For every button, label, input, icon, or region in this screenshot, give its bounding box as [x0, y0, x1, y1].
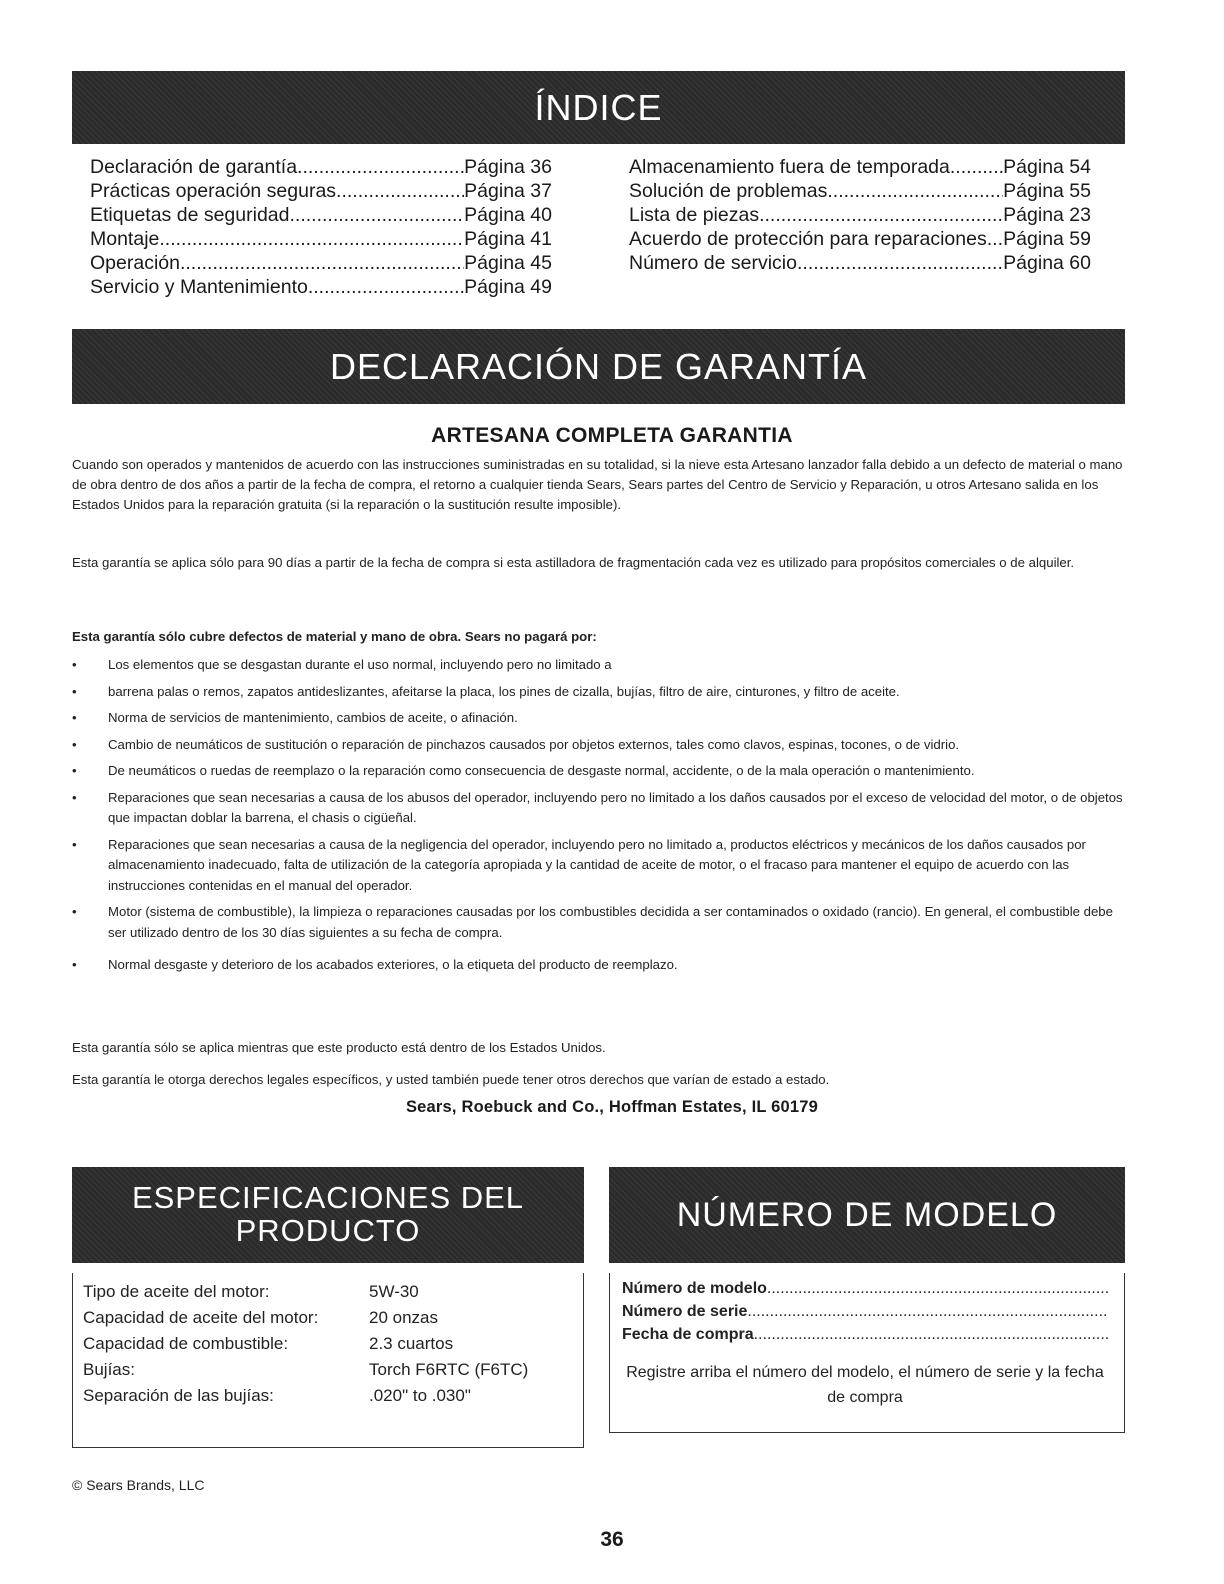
especificaciones-title-line-2: PRODUCTO [235, 1213, 421, 1248]
table-row [83, 1279, 583, 1305]
spec-key: Capacidad de combustible: [83, 1334, 289, 1353]
toc-page: Página 45 [464, 252, 552, 274]
spec-value: 2.3 cuartos [369, 1334, 454, 1353]
toc-page: Página 60 [1003, 252, 1091, 274]
toc-page: Página 36 [464, 156, 552, 178]
field-label: Fecha de compra [622, 1326, 754, 1343]
spec-value: 5W-30 [369, 1282, 419, 1301]
spec-key: Separación de las bujías: [83, 1386, 274, 1405]
toc-page: Página 55 [1003, 180, 1091, 202]
model-note: Registre arriba el número del modelo, el número de serie y la fecha de compra [626, 1364, 1104, 1406]
spec-key: Bujías: [83, 1360, 135, 1379]
toc-entry[interactable] [629, 251, 1091, 275]
warranty-paragraph-1: Cuando son operados y mantenidos de acuerdo con las instrucciones suministradas en su totalidad, si la nieve esta Artesano lanzador falla debido a un defecto de material o mano de obra dentro de dos años a partir de la fecha de compra, el retorno a cualquier tienda Sears, Sears partes del Centro de Servicio y Reparación, u otros Artesano salida en los Estados Unidos para la reparación gratuita (si la reparación o la sustitución resulte imposible). [72, 457, 1123, 512]
list-item: • Reparaciones que sean necesarias a causa de los abusos del operador, incluyendo pero no limitado a los daños causados por el exceso de velocidad del motor, o de objetos que impactan doblar la barrena, el chasis o cigüeñal. [72, 788, 1128, 829]
field-label: Número de serie [622, 1303, 748, 1320]
model-number-field[interactable] [622, 1277, 1108, 1300]
toc-right-column [629, 155, 1091, 275]
list-item: • Los elementos que se desgastan durante el uso normal, incluyendo pero no limitado a [72, 655, 1128, 676]
toc-page: Página 41 [464, 228, 552, 250]
toc-label: Almacenamiento fuera de temporada [629, 156, 950, 178]
spec-key: Capacidad de aceite del motor: [83, 1308, 319, 1327]
spec-value: Torch F6RTC (F6TC) [369, 1360, 529, 1379]
table-row [83, 1357, 583, 1383]
list-item: • Normal desgaste y deterioro de los acabados exteriores, o la etiqueta del producto de reemplazo. [72, 955, 1128, 976]
sears-address: Sears, Roebuck and Co., Hoffman Estates, IL 60179 [405, 1098, 819, 1116]
purchase-date-field[interactable] [622, 1323, 1108, 1346]
warranty-title: ARTESANA COMPLETA GARANTIA [431, 424, 793, 447]
toc-left-column [90, 155, 552, 299]
toc-page: Página 49 [464, 276, 552, 298]
toc-label: Declaración de garantía [90, 156, 298, 178]
toc-entry[interactable] [629, 227, 1091, 251]
toc-entry[interactable] [629, 155, 1091, 179]
toc-label: Solución de problemas [629, 180, 828, 202]
toc-label: Acuerdo de protección para reparaciones [629, 228, 987, 250]
toc-entry[interactable] [90, 251, 552, 275]
list-item: • Motor (sistema de combustible), la limpieza o reparaciones causadas por los combustibles decidida a ser contaminados o oxidado (rancio). En general, el combustible debe ser utilizado dentro de los 30 días siguientes a su fecha de compra. [72, 902, 1128, 943]
toc-entry[interactable] [90, 203, 552, 227]
toc-page: Página 40 [464, 204, 552, 226]
modelo-banner [609, 1167, 1125, 1263]
list-item: • Norma de servicios de mantenimiento, cambios de aceite, o afinación. [72, 708, 1128, 729]
modelo-banner-title: NÚMERO DE MODELO [676, 1195, 1058, 1234]
table-row [83, 1305, 583, 1331]
warranty-paragraph-2: Esta garantía se aplica sólo para 90 días a partir de la fecha de compra si esta astilladora de fragmentación cada vez es utilizado para propósitos comerciales o de alquiler. [72, 555, 1075, 570]
list-item: • Reparaciones que sean necesarias a causa de la negligencia del operador, incluyendo pero no limitado a, productos eléctricos y mecánicos de los daños causados por almacenamiento inadecuado, falta de utilización de la categoría apropiada y la cantidad de aceite de motor, o el fracaso para mantener el equipo de acuerdo con las instrucciones contenidas en el manual del operador. [72, 835, 1128, 897]
toc-entry[interactable] [90, 227, 552, 251]
spec-value: 20 onzas [369, 1308, 438, 1327]
list-item: • barrena palas o remos, zapatos antideslizantes, afeitarse la placa, los pines de cizalla, bujías, filtro de aire, cinturones, y filtro de aceite. [72, 682, 1128, 703]
model-record-box [609, 1273, 1125, 1433]
field-label: Número de modelo [622, 1280, 767, 1297]
toc-entry[interactable] [90, 179, 552, 203]
garantia-banner [72, 329, 1125, 404]
serial-number-field[interactable] [622, 1300, 1108, 1323]
warranty-paragraph-4: Esta garantía le otorga derechos legales específicos, y usted también puede tener otros derechos que varían de estado a estado. [72, 1072, 830, 1087]
toc-entry[interactable] [629, 203, 1091, 227]
indice-banner [72, 71, 1125, 144]
toc-label: Etiquetas de seguridad [90, 204, 290, 226]
exclusions-list [72, 655, 1128, 982]
toc-label: Operación [90, 252, 180, 274]
toc-label: Servicio y Mantenimiento [90, 276, 308, 298]
toc-label: Montaje [90, 228, 160, 250]
toc-entry[interactable] [90, 155, 552, 179]
toc-label: Número de servicio [629, 252, 797, 274]
toc-label: Prácticas operación seguras [90, 180, 337, 202]
toc-page: Página 54 [1003, 156, 1091, 178]
toc-entry[interactable] [90, 275, 552, 299]
especificaciones-title-line-1: ESPECIFICACIONES DEL [131, 1180, 525, 1216]
list-item: • De neumáticos o ruedas de reemplazo o la reparación como consecuencia de desgaste normal, accidente, o de la mala operación o mantenimiento. [72, 761, 1128, 782]
spec-table [72, 1273, 584, 1448]
garantia-banner-title: DECLARACIÓN DE GARANTÍA [329, 345, 868, 387]
spec-value: .020" to .030" [369, 1386, 471, 1405]
toc-label: Lista de piezas [629, 204, 760, 226]
toc-entry[interactable] [629, 179, 1091, 203]
spec-key: Tipo de aceite del motor: [83, 1282, 270, 1301]
page-number: 36 [600, 1528, 624, 1551]
warranty-paragraph-3: Esta garantía sólo se aplica mientras que este producto está dentro de los Estados Unidos. [72, 1040, 606, 1055]
table-row [83, 1331, 583, 1357]
table-row [83, 1383, 583, 1409]
list-item: • Cambio de neumáticos de sustitución o reparación de pinchazos causados por objetos externos, tales como clavos, espinas, tocones, o de vidrio. [72, 735, 1128, 756]
warranty-coverage-heading: Esta garantía sólo cubre defectos de material y mano de obra. Sears no pagará por: [72, 629, 597, 644]
toc-page: Página 23 [1003, 204, 1091, 226]
indice-title: ÍNDICE [534, 86, 663, 128]
toc-page: Página 59 [1003, 228, 1091, 250]
copyright: © Sears Brands, LLC [72, 1477, 205, 1493]
toc-page: Página 37 [464, 180, 552, 202]
especificaciones-banner [72, 1167, 584, 1263]
